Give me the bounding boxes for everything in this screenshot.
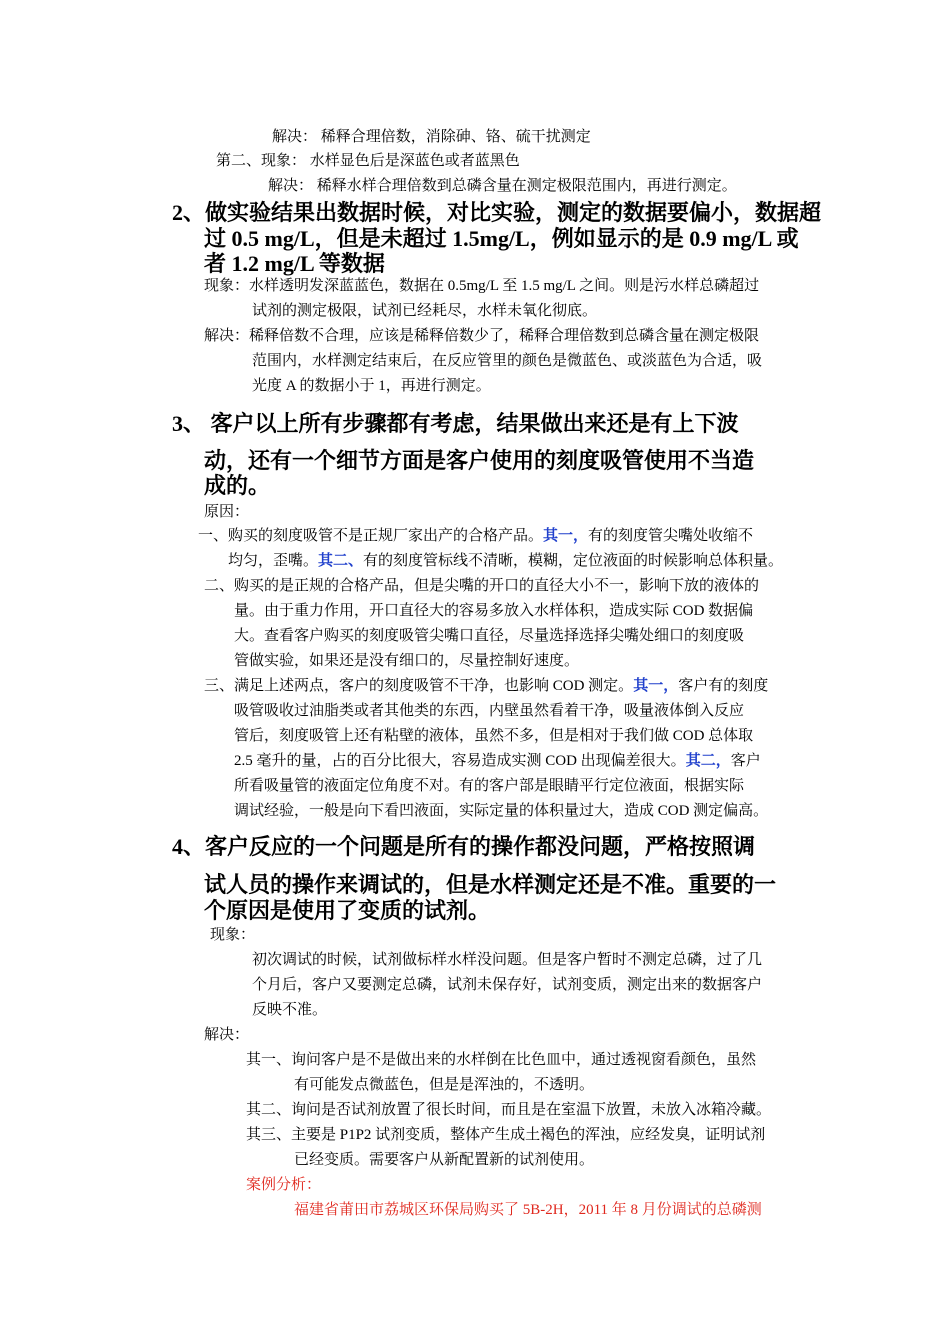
section-3-heading-3: 成的。: [204, 473, 271, 498]
section-3-reason-label: 原因：: [204, 504, 250, 520]
section-2-heading-2: 过 0.5 mg/L，但是未超过 1.5mg/L，例如显示的是 0.9 mg/L 或: [204, 226, 799, 251]
section-4-solution-3: 其二、询问是否试剂放置了很长时间，而且是在室温下放置，未放入冰箱冷藏。: [246, 1102, 772, 1118]
case-analysis-label: 案例分析：: [246, 1177, 322, 1193]
section-3-item-3-line-1: 三、满足上述两点，客户的刻度吸管不干净，也影响 COD 测定。其一，客户有的刻度: [204, 678, 769, 694]
section-3-item-3-line-4: 2.5 毫升的量，占的百分比很大，容易造成实测 COD 出现偏差很大。其二，客户: [234, 753, 761, 769]
section-4-phenomenon-2: 个月后，客户又要测定总磷，试剂未保存好，试剂变质，测定出来的数据客户: [252, 977, 763, 993]
section-4-solution-2: 有可能发点微蓝色，但是是浑浊的，不透明。: [294, 1077, 595, 1093]
top-phenomenon-line: 第二、现象： 水样显色后是深蓝色或者蓝黑色: [216, 153, 520, 169]
section-2-phenomenon-2: 试剂的测定极限，试剂已经耗尽，水样未氧化彻底。: [252, 303, 598, 319]
section-2-solution-3: 光度 A 的数据小于 1，再进行测定。: [252, 378, 491, 394]
section-3-item-1-line-2: 均匀，歪嘴。其二、有的刻度管标线不清晰，模糊，定位液面的时候影响总体积量。: [228, 553, 784, 569]
case-analysis-text: 福建省莆田市荔城区环保局购买了 5B-2H，2011 年 8 月份调试的总磷测: [294, 1202, 762, 1218]
section-2-solution-2: 范围内，水样测定结束后，在反应管里的颜色是微蓝色、或淡蓝色为合适，吸: [252, 353, 763, 369]
section-3-item-3-line-6: 调试经验，一般是向下看凹液面，实际定量的体积量过大，造成 COD 测定偏高。: [234, 803, 769, 819]
section-2-heading-1: 2、做实验结果出数据时候，对比实验，测定的数据要偏小，数据超: [172, 200, 822, 225]
section-3-heading-2: 动，还有一个细节方面是客户使用的刻度吸管使用不当造: [204, 448, 755, 473]
section-2-phenomenon-1: 现象：水样透明发深蓝蓝色，数据在 0.5mg/L 至 1.5 mg/L 之间。则是污水样总磷超过: [204, 278, 760, 294]
highlight-second: 其二、: [318, 553, 364, 569]
section-2-solution-1: 解决：稀释倍数不合理，应该是稀释倍数少了，稀释合理倍数到总磷含量在测定极限: [204, 328, 760, 344]
section-3-item-2-line-1: 二、购买的是正规的合格产品，但是尖嘴的开口的直径大小不一，影响下放的液体的: [204, 578, 760, 594]
section-3-item-2-line-2: 量。由于重力作用，开口直径大的容易多放入水样体积，造成实际 COD 数据偏: [234, 603, 754, 619]
top-solution-line-2: 解决： 稀释水样合理倍数到总磷含量在测定极限范围内，再进行测定。: [268, 178, 737, 194]
section-3-heading-1: 3、 客户以上所有步骤都有考虑，结果做出来还是有上下波: [172, 411, 739, 436]
section-3-item-2-line-3: 大。查看客户购买的刻度吸管尖嘴口直径，尽量选择选择尖嘴处细口的刻度吸: [234, 628, 745, 644]
section-4-heading-3: 个原因是使用了变质的试剂。: [204, 898, 491, 923]
section-4-heading-1: 4、客户反应的一个问题是所有的操作都没问题，严格按照调: [172, 834, 756, 859]
section-4-solution-4: 其三、主要是 P1P2 试剂变质，整体产生成土褐色的浑浊，应经发臭，证明试剂: [246, 1127, 766, 1143]
top-solution-line-1: 解决： 稀释合理倍数，消除砷、铬、硫干扰测定: [272, 129, 591, 145]
highlight-first: 其一，: [543, 528, 589, 544]
section-4-heading-2: 试人员的操作来调试的，但是水样测定还是不准。重要的一: [204, 872, 777, 897]
section-3-item-2-line-4: 管做实验，如果还是没有细口的，尽量控制好速度。: [234, 653, 580, 669]
section-4-phenomenon-3: 反映不准。: [252, 1002, 328, 1018]
section-2-heading-3: 者 1.2 mg/L 等数据: [204, 251, 385, 276]
section-4-solution-1: 其一、询问客户是不是做出来的水样倒在比色皿中，通过透视窗看颜色，虽然: [246, 1052, 757, 1068]
highlight-first: 其一，: [633, 678, 679, 694]
highlight-second: 其二，: [685, 753, 731, 769]
section-3-item-1-line-1: 一、购买的刻度吸管不是正规厂家出产的合格产品。其一，有的刻度管尖嘴处收缩不: [198, 528, 754, 544]
section-4-phenomenon-1: 初次调试的时候，试剂做标样水样没问题。但是客户暂时不测定总磷，过了几: [252, 952, 763, 968]
section-4-solution-label: 解决：: [204, 1027, 250, 1043]
section-3-item-3-line-5: 所看吸量管的液面定位角度不对。有的客户部是眼睛平行定位液面，根据实际: [234, 778, 745, 794]
section-3-item-3-line-2: 吸管吸收过油脂类或者其他类的东西，内壁虽然看着干净，吸量液体倒入反应: [234, 703, 745, 719]
section-4-phenomenon-label: 现象：: [210, 927, 256, 943]
section-3-item-3-line-3: 管后，刻度吸管上还有粘壁的液体，虽然不多，但是相对于我们做 COD 总体取: [234, 728, 754, 744]
section-4-solution-5: 已经变质。需要客户从新配置新的试剂使用。: [294, 1152, 595, 1168]
